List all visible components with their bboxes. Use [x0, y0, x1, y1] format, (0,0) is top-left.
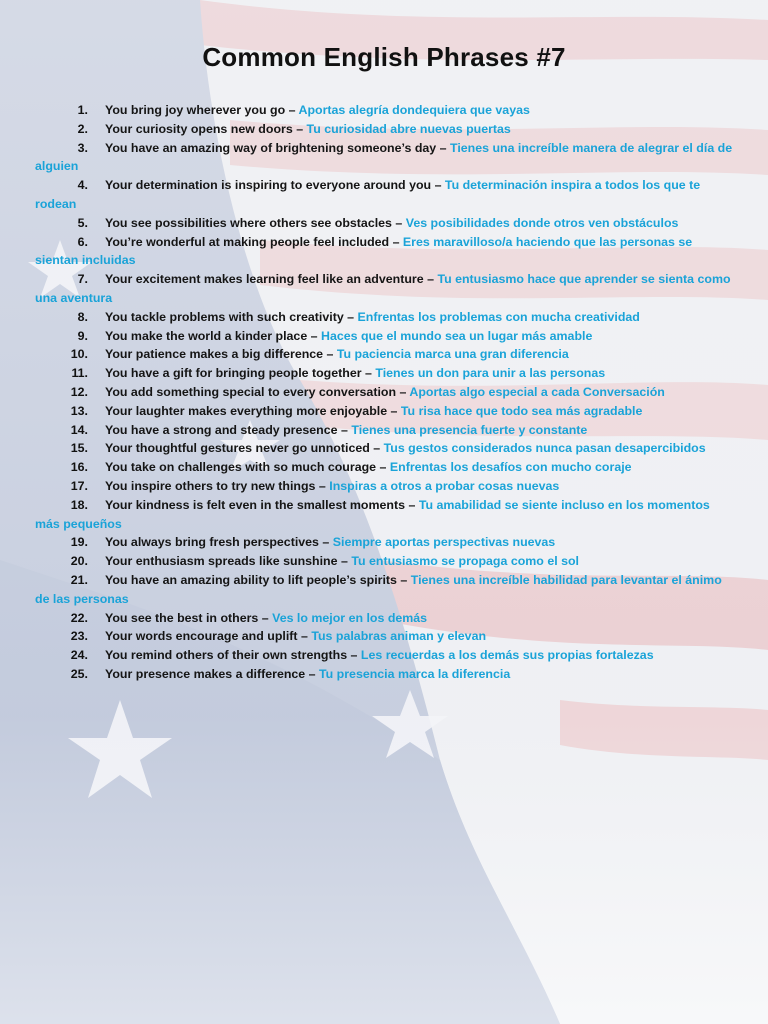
- spanish-translation: Ves posibilidades donde otros ven obstáculos: [405, 215, 679, 230]
- spanish-translation: Tienes una presencia fuerte y constante: [351, 422, 588, 437]
- list-item: [0, 477, 768, 496]
- item-number: 19.: [70, 535, 88, 550]
- item-number: 10.: [70, 347, 88, 362]
- list-item: [0, 439, 768, 458]
- spanish-translation: Tu presencia marca la diferencia: [319, 666, 511, 681]
- item-number: 13.: [70, 403, 88, 418]
- item-number: 9.: [77, 328, 88, 343]
- phrase-separator: –: [310, 328, 318, 343]
- english-phrase: You have an amazing way of brightening someone’s day: [105, 140, 437, 155]
- list-item: [0, 421, 768, 440]
- list-item: [0, 214, 768, 233]
- english-phrase: You tackle problems with such creativity: [105, 309, 344, 324]
- list-item: [0, 364, 768, 383]
- spanish-translation: Tus gestos considerados nunca pasan desapercibidos: [383, 441, 706, 456]
- list-item: [0, 496, 768, 534]
- english-phrase: Your patience makes a big difference: [105, 347, 324, 362]
- english-phrase: Your enthusiasm spreads like sunshine: [105, 554, 338, 569]
- spanish-translation: Tus palabras animan y elevan: [311, 629, 487, 644]
- list-item: [0, 571, 768, 609]
- list-item: [0, 665, 768, 684]
- list-item: [0, 609, 768, 628]
- phrase-separator: –: [322, 535, 330, 550]
- item-number: 24.: [70, 648, 88, 663]
- item-number: 2.: [77, 121, 88, 136]
- english-phrase: You remind others of their own strengths: [105, 648, 348, 663]
- english-phrase: You have a gift for bringing people together: [105, 366, 362, 381]
- english-phrase: You always bring fresh perspectives: [105, 535, 319, 550]
- list-item: [0, 139, 768, 177]
- english-phrase: You bring joy wherever you go: [105, 103, 286, 117]
- item-number: 11.: [71, 366, 88, 381]
- spanish-translation: Tienes un don para unir a las personas: [375, 366, 606, 381]
- phrase-separator: –: [326, 347, 334, 362]
- english-phrase: Your presence makes a difference: [105, 666, 306, 681]
- list-item: [0, 383, 768, 402]
- phrase-separator: –: [350, 648, 358, 663]
- english-phrase: Your thoughtful gestures never go unnoticed: [105, 441, 370, 456]
- english-phrase: You take on challenges with so much courage: [105, 460, 377, 475]
- list-item: [0, 176, 768, 214]
- item-number: 12.: [70, 384, 88, 399]
- english-phrase: Your excitement makes learning feel like an adventure: [105, 272, 424, 287]
- spanish-translation: Ves lo mejor en los demás: [272, 610, 428, 625]
- item-number: 20.: [70, 554, 88, 569]
- phrase-separator: –: [379, 460, 387, 475]
- item-number: 16.: [70, 460, 88, 475]
- spanish-translation: Haces que el mundo sea un lugar más amable: [321, 328, 593, 343]
- english-phrase: You have a strong and steady presence: [105, 422, 338, 437]
- list-item: [0, 233, 768, 271]
- list-item: [0, 552, 768, 571]
- item-number: 25.: [70, 666, 88, 681]
- item-number: 4.: [77, 178, 88, 193]
- list-item: [0, 402, 768, 421]
- list-item: [0, 101, 768, 120]
- phrase-separator: –: [308, 666, 316, 681]
- spanish-translation: Tienes una increíble habilidad para levantar el ánimo de las personas: [35, 572, 722, 606]
- english-phrase: Your determination is inspiring to everyone around you: [105, 178, 432, 193]
- phrase-separator: –: [427, 272, 434, 287]
- phrase-separator: –: [296, 121, 304, 136]
- list-item: [0, 458, 768, 477]
- spanish-translation: Tu entusiasmo se propaga como el sol: [351, 554, 579, 569]
- spanish-translation: Tu risa hace que todo sea más agradable: [400, 403, 643, 418]
- item-number: 14.: [70, 422, 88, 437]
- item-number: 1.: [77, 103, 88, 117]
- spanish-translation: Les recuerdas a los demás sus propias fortalezas: [360, 648, 654, 663]
- english-phrase: You make the world a kinder place: [105, 328, 308, 343]
- phrase-separator: –: [365, 366, 372, 381]
- item-number: 6.: [77, 234, 88, 249]
- item-number: 22.: [70, 610, 88, 625]
- spanish-translation: Enfrentas los problemas con mucha creatividad: [357, 309, 640, 324]
- list-item: [0, 533, 768, 552]
- english-phrase: Your curiosity opens new doors: [105, 121, 293, 136]
- list-item: [0, 120, 768, 139]
- phrase-list: [0, 101, 768, 684]
- phrase-separator: –: [340, 554, 348, 569]
- item-number: 21.: [70, 572, 88, 587]
- phrase-separator: –: [340, 422, 348, 437]
- item-number: 15.: [70, 441, 88, 456]
- spanish-translation: Siempre aportas perspectivas nuevas: [332, 535, 556, 550]
- list-item: [0, 345, 768, 364]
- spanish-translation: Enfrentas los desafíos con mucho coraje: [389, 460, 632, 475]
- spanish-translation: Inspiras a otros a probar cosas nuevas: [329, 478, 560, 493]
- phrase-separator: –: [288, 103, 296, 117]
- item-number: 7.: [77, 272, 88, 287]
- phrase-separator: –: [347, 309, 355, 324]
- phrase-separator: –: [261, 610, 269, 625]
- english-phrase: You add something special to every conversation: [105, 384, 397, 399]
- english-phrase: Your words encourage and uplift: [105, 629, 298, 644]
- english-phrase: Your kindness is felt even in the smallest moments: [105, 497, 405, 512]
- phrase-separator: –: [399, 384, 407, 399]
- list-item: [0, 327, 768, 346]
- phrase-separator: –: [434, 178, 442, 193]
- item-number: 23.: [70, 629, 88, 644]
- spanish-translation: Tu paciencia marca una gran diferencia: [336, 347, 569, 362]
- item-number: 17.: [70, 478, 88, 493]
- list-item: [0, 646, 768, 665]
- spanish-translation: Tu determinación inspira a todos los que te rodean: [35, 178, 701, 211]
- spanish-translation: Tu entusiasmo hace que aprender se sienta como una aventura: [35, 272, 731, 305]
- spanish-translation: Aportas alegría dondequiera que vayas: [298, 103, 530, 117]
- spanish-translation: Tienes una increíble manera de alegrar el día de alguien: [35, 140, 733, 174]
- page-title: Common English Phrases #7: [202, 42, 566, 72]
- item-number: 8.: [77, 309, 88, 324]
- phrase-separator: –: [408, 497, 416, 512]
- spanish-translation: Tu curiosidad abre nuevas puertas: [306, 121, 511, 136]
- phrase-separator: –: [300, 629, 308, 644]
- english-phrase: You see the best in others: [105, 610, 259, 625]
- english-phrase: You have an amazing ability to lift people’s spirits: [105, 572, 397, 587]
- list-item: [0, 627, 768, 646]
- english-phrase: You inspire others to try new things: [105, 478, 316, 493]
- list-item: [0, 308, 768, 327]
- phrase-separator: –: [373, 441, 381, 456]
- english-phrase: You’re wonderful at making people feel included: [105, 234, 390, 249]
- english-phrase: Your laughter makes everything more enjoyable: [105, 403, 388, 418]
- phrase-separator: –: [439, 140, 447, 155]
- item-number: 18.: [70, 497, 88, 512]
- english-phrase: You see possibilities where others see obstacles: [105, 215, 392, 230]
- phrase-separator: –: [400, 572, 408, 587]
- spanish-translation: Eres maravilloso/a haciendo que las personas se sientan incluidas: [35, 234, 693, 268]
- phrase-separator: –: [395, 215, 403, 230]
- phrase-separator: –: [390, 403, 398, 418]
- spanish-translation: Aportas algo especial a cada Conversación: [409, 384, 665, 399]
- spanish-translation: Tu amabilidad se siente incluso en los momentos más pequeños: [35, 497, 710, 531]
- item-number: 5.: [77, 215, 88, 230]
- list-item: [0, 270, 768, 308]
- item-number: 3.: [77, 140, 88, 155]
- phrase-separator: –: [392, 234, 400, 249]
- phrase-separator: –: [318, 478, 326, 493]
